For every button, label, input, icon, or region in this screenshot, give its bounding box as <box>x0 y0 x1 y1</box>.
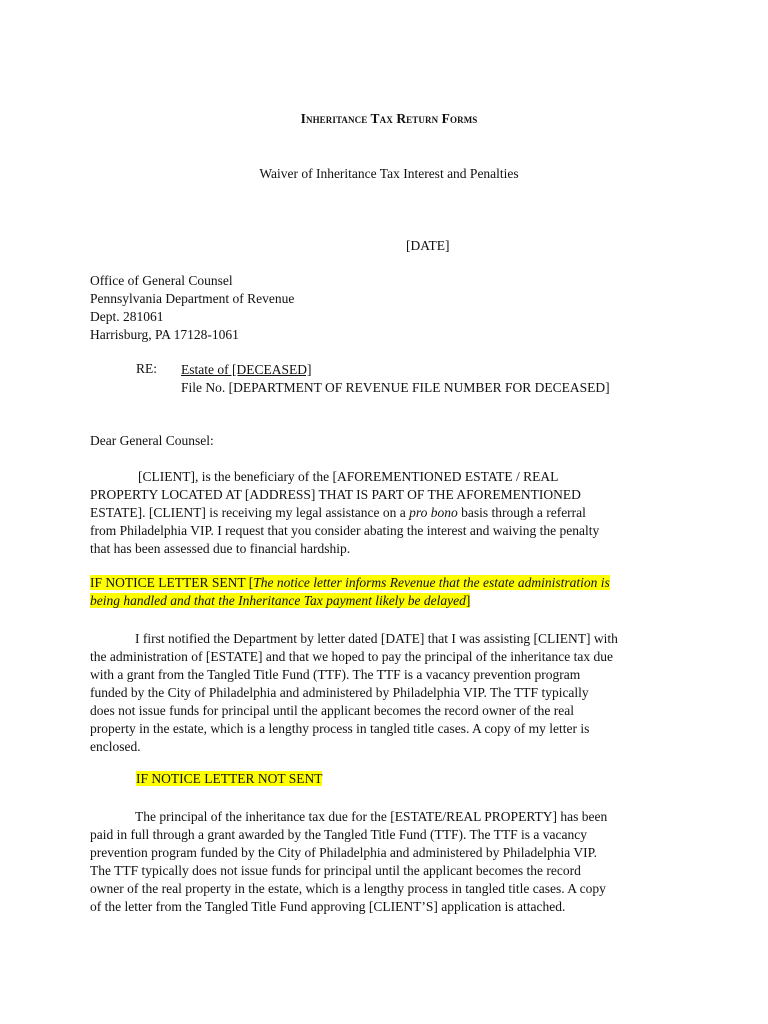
notice-sent-heading <box>90 574 680 610</box>
paragraph-line: that has been assessed due to financial hardship. <box>90 541 351 556</box>
notice-label: IF NOTICE LETTER SENT [ <box>90 575 254 590</box>
paragraph-line: paid in full through a grant awarded by the Tangled Title Fund (TTF). The TTF is a vacancy <box>90 827 587 842</box>
line-text: ESTATE]. [CLIENT] is receiving my legal assistance on a <box>90 505 410 520</box>
re-estate: Estate of [DECEASED] <box>181 362 312 377</box>
intro-paragraph <box>90 468 660 558</box>
paragraph-line: of the letter from the Tangled Title Fund approving [CLIENT’S] application is attached. <box>90 899 566 914</box>
notice-close: ] <box>465 593 471 608</box>
re-file-number: File No. [DEPARTMENT OF REVENUE FILE NUMBER FOR DECEASED] <box>181 380 610 395</box>
letter-date: [DATE] <box>406 238 450 253</box>
paragraph-line: enclosed. <box>90 739 141 754</box>
address-line: Harrisburg, PA 17128-1061 <box>90 327 239 342</box>
paragraph-line: [CLIENT], is the beneficiary of the [AFOREMENTIONED ESTATE / REAL <box>138 469 559 484</box>
paragraph-line: owner of the real property in the estate, which is a lengthy process in tangled title cases. A copy <box>90 881 606 896</box>
address-line: Office of General Counsel <box>90 273 233 288</box>
notice-not-sent-label: IF NOTICE LETTER NOT SENT <box>136 771 323 786</box>
paragraph-line: property in the estate, which is a lengthy process in tangled title cases. A copy of my letter is <box>90 721 590 736</box>
line-text: basis through a referral <box>457 505 586 520</box>
notice-sent-paragraph <box>90 630 690 756</box>
paragraph-line: from Philadelphia VIP. I request that you consider abating the interest and waiving the penalty <box>90 523 600 538</box>
re-block <box>181 361 610 397</box>
paragraph-line: the administration of [ESTATE] and that we hoped to pay the principal of the inheritance tax due <box>90 649 614 664</box>
address-line: Dept. 281061 <box>90 309 164 324</box>
paragraph-line: The TTF typically does not issue funds for principal until the applicant becomes the record <box>90 863 581 878</box>
paragraph-line: I first notified the Department by letter dated [DATE] that I was assisting [CLIENT] with <box>135 631 618 646</box>
re-label: RE: <box>136 361 158 376</box>
notice-not-sent-paragraph <box>90 808 690 916</box>
notice-note: being handled and that the Inheritance Tax payment likely be delayed <box>90 593 466 608</box>
notice-note: The notice letter informs Revenue that the estate administration is <box>253 575 610 590</box>
address-line: Pennsylvania Department of Revenue <box>90 291 295 306</box>
recipient-address <box>90 272 294 344</box>
salutation: Dear General Counsel: <box>90 433 214 448</box>
paragraph-line: prevention program funded by the City of Philadelphia and administered by Philadelphia VIP. <box>90 845 598 860</box>
notice-not-sent-heading <box>136 771 322 787</box>
document-title: Inheritance Tax Return Forms <box>300 111 478 126</box>
paragraph-line: does not issue funds for principal until the applicant becomes the record owner of the real <box>90 703 574 718</box>
paragraph-line: funded by the City of Philadelphia and administered by Philadelphia VIP. The TTF typically <box>90 685 589 700</box>
paragraph-line <box>90 504 660 522</box>
notice-line <box>90 574 680 592</box>
paragraph-line: The principal of the inheritance tax due for the [ESTATE/REAL PROPERTY] has been <box>135 809 608 824</box>
paragraph-line: with a grant from the Tangled Title Fund (TTF). The TTF is a vacancy prevention program <box>90 667 581 682</box>
notice-line <box>90 592 680 610</box>
paragraph-line: PROPERTY LOCATED AT [ADDRESS] THAT IS PART OF THE AFOREMENTIONED <box>90 487 581 502</box>
document-subtitle: Waiver of Inheritance Tax Interest and Penalties <box>259 166 519 181</box>
italic-text: pro bono <box>409 505 458 520</box>
